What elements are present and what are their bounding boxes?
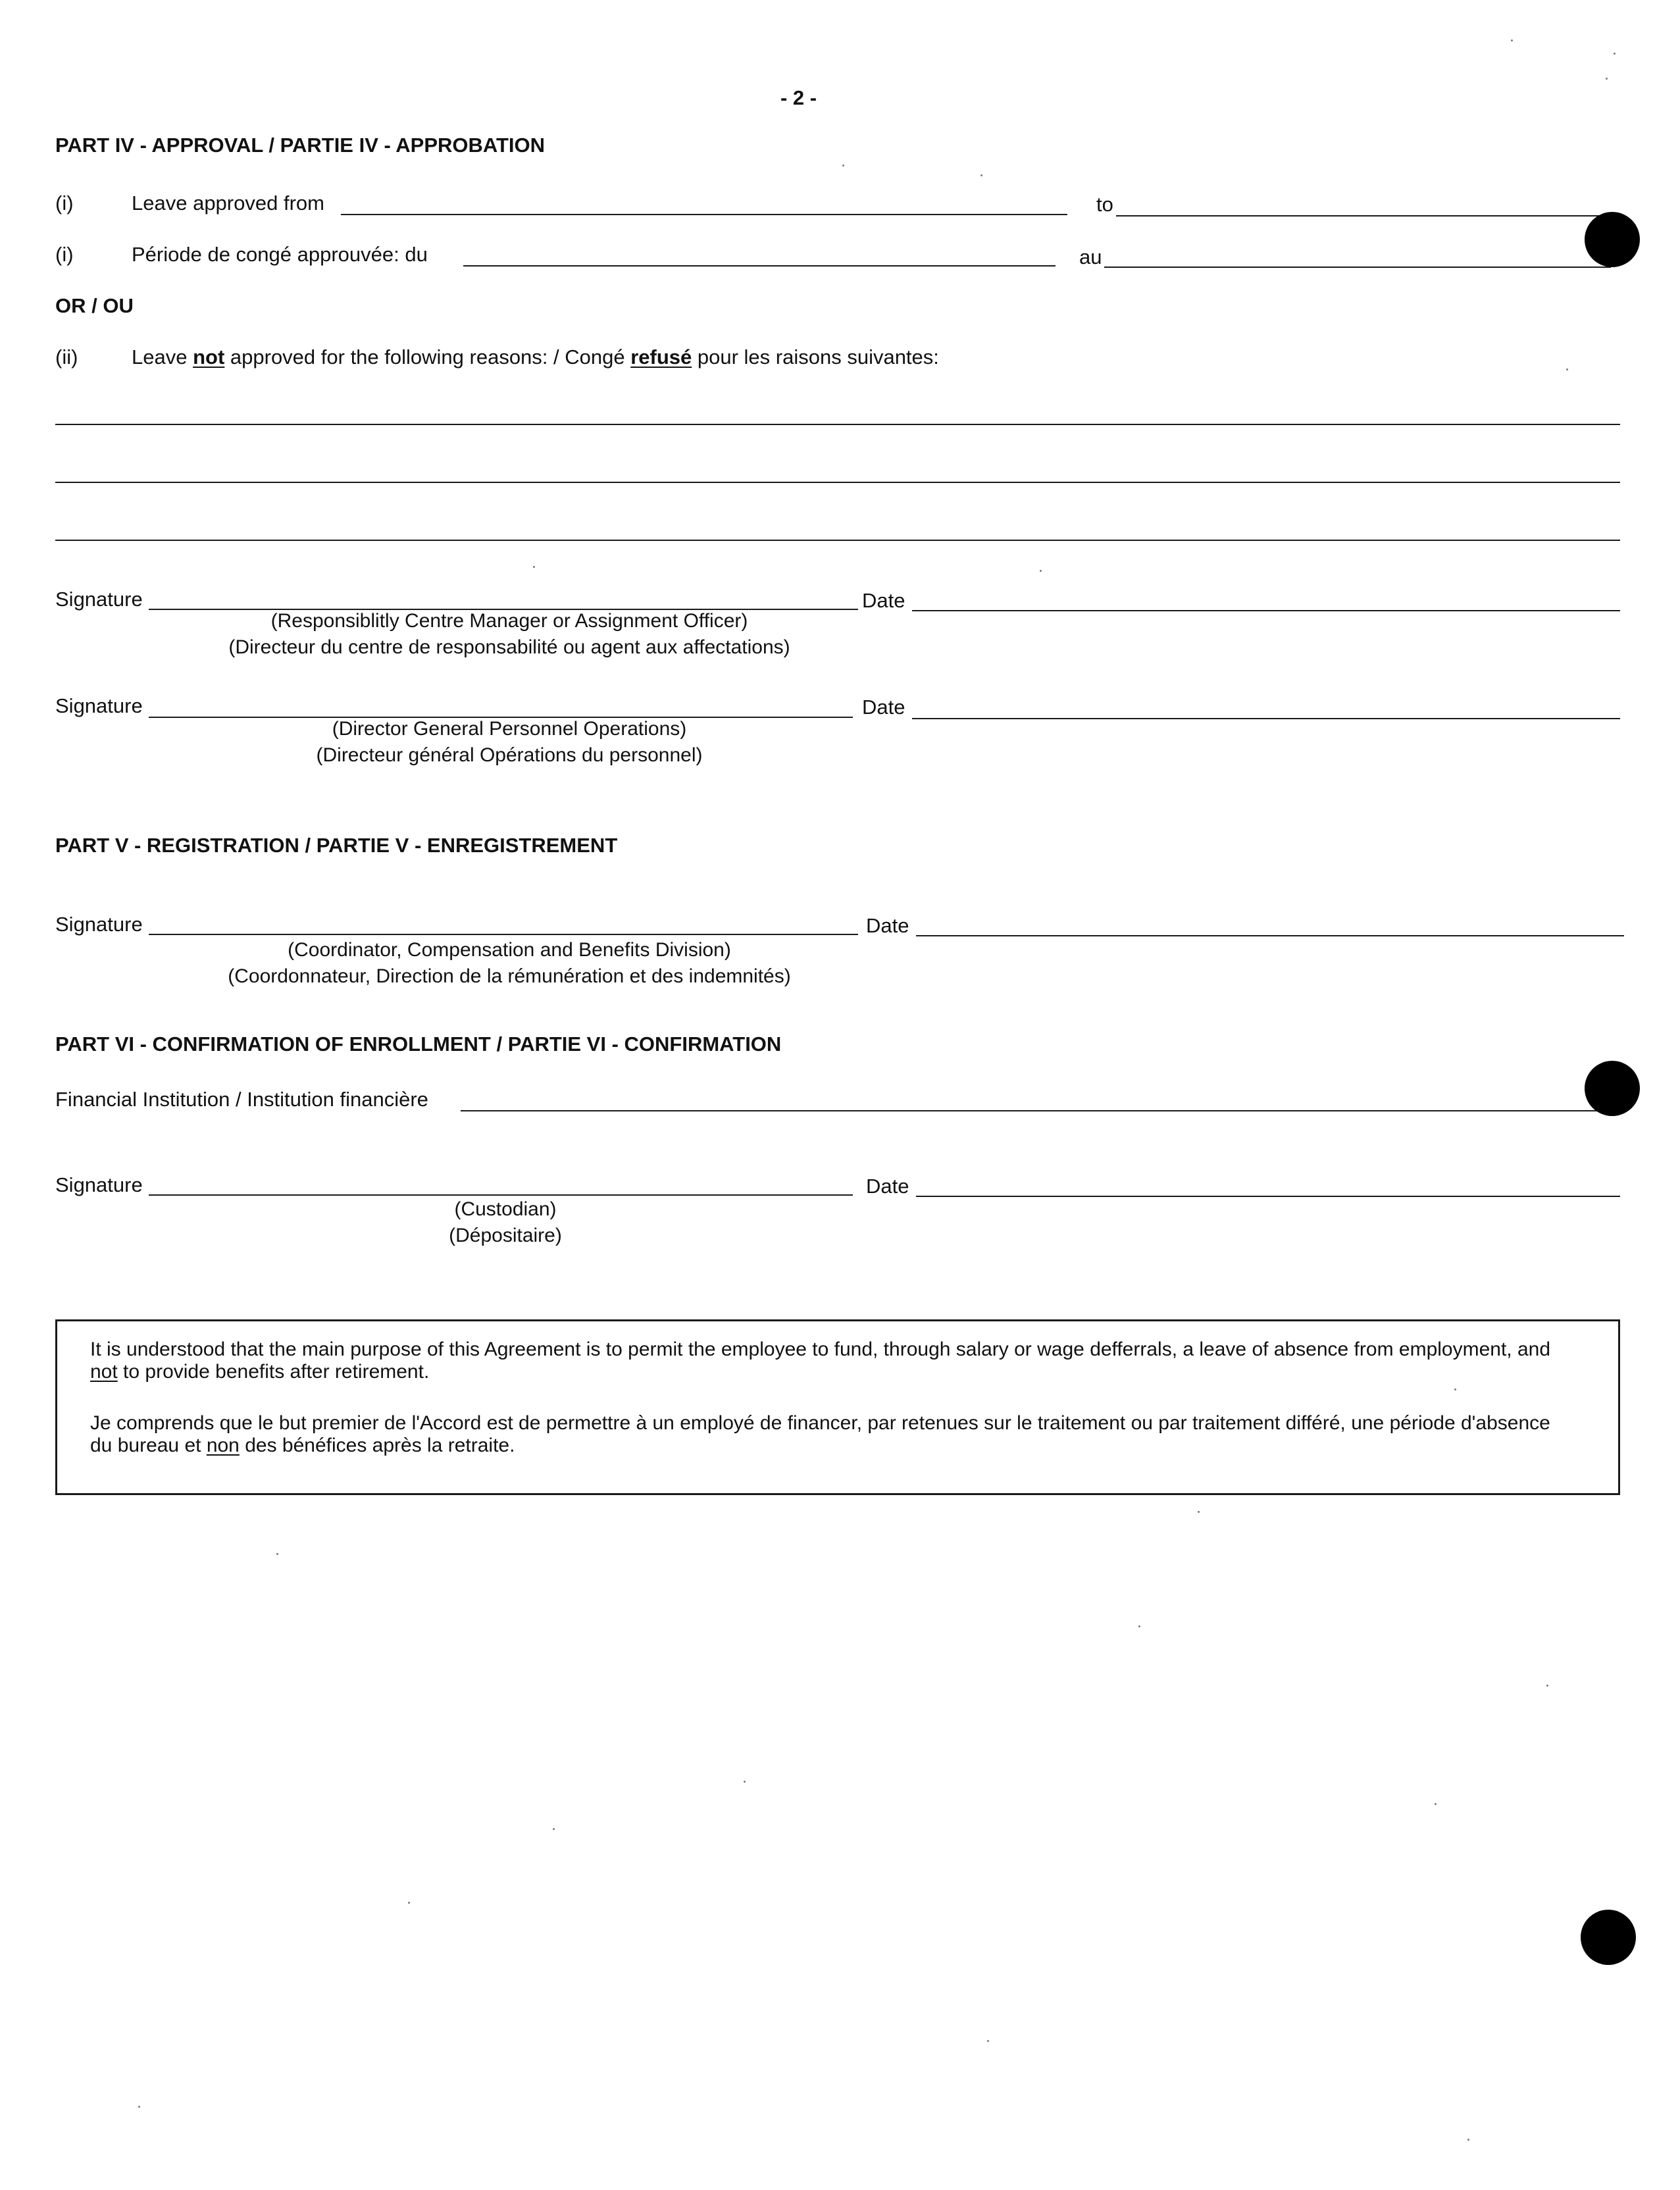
part5-sig-field[interactable] — [149, 934, 858, 935]
punch-hole-middle — [1585, 1061, 1640, 1116]
punch-hole-top — [1585, 212, 1640, 267]
reasons-line-3[interactable] — [55, 540, 1620, 541]
scan-speck — [1435, 1803, 1437, 1805]
part6-sig-label: Signature — [55, 1173, 143, 1196]
scan-speck — [408, 1902, 410, 1904]
sig1-caption-fr: (Directeur du centre de responsabilité ou agent aux affectations) — [228, 636, 790, 658]
part4-row1-to: to — [1096, 193, 1113, 216]
sig2-date-field[interactable] — [912, 718, 1620, 719]
scan-speck — [1138, 1625, 1140, 1627]
part4-row2-label: Période de congé approuvée: du — [132, 243, 428, 266]
scan-speck — [553, 1828, 555, 1830]
refuse-emphasis: refusé — [630, 345, 692, 369]
reasons-line-2[interactable] — [55, 482, 1620, 483]
notice-english — [90, 1338, 1564, 1383]
agreement-notice-box — [55, 1319, 1620, 1495]
part5-heading: PART V - REGISTRATION / PARTIE V - ENREGISTREMENT — [55, 834, 618, 857]
sig2-date-label: Date — [862, 696, 905, 719]
part5-sig-label: Signature — [55, 913, 143, 936]
leave-not-approved-label — [132, 345, 939, 370]
scan-speck — [1546, 1685, 1548, 1687]
notice-en-text-b: to provide benefits after retirement. — [117, 1361, 430, 1383]
part5-caption-fr: (Coordonnateur, Direction de la rémunération et des indemnités) — [228, 965, 791, 987]
part4-row2-au: au — [1079, 245, 1102, 268]
notice-french — [90, 1412, 1564, 1457]
scan-speck — [533, 566, 535, 568]
notice-fr-non: non — [206, 1435, 240, 1456]
leave-approved-from-field[interactable] — [341, 214, 1067, 215]
scan-speck — [1614, 53, 1616, 55]
punch-hole-bottom — [1581, 1910, 1636, 1965]
scan-speck — [1511, 39, 1513, 41]
scan-speck — [842, 165, 844, 166]
part6-caption-en: (Custodian) — [454, 1198, 557, 1220]
scan-speck — [1198, 1511, 1200, 1513]
part6-date-field[interactable] — [916, 1196, 1620, 1197]
scan-speck — [1040, 570, 1042, 572]
financial-institution-field[interactable] — [461, 1110, 1620, 1111]
sig2-caption-fr: (Directeur général Opérations du personnel) — [316, 744, 703, 766]
part4-row3-number: (ii) — [55, 345, 78, 369]
sig2-caption-en: (Director General Personnel Operations) — [332, 718, 687, 740]
part6-caption-fr: (Dépositaire) — [449, 1225, 562, 1246]
reason-text-c: pour les raisons suivantes: — [692, 345, 939, 369]
sig1-caption-en: (Responsiblitly Centre Manager or Assignment Officer) — [270, 610, 748, 632]
part6-heading: PART VI - CONFIRMATION OF ENROLLMENT / PARTIE VI - CONFIRMATION — [55, 1032, 782, 1056]
part4-heading: PART IV - APPROVAL / PARTIE IV - APPROBATION — [55, 134, 546, 157]
scan-speck — [1566, 369, 1568, 370]
part4-row1-label: Leave approved from — [132, 191, 324, 215]
scan-speck — [1606, 78, 1608, 80]
part6-sig-field[interactable] — [149, 1194, 853, 1196]
scan-speck — [1467, 2139, 1469, 2141]
sig2-label: Signature — [55, 694, 143, 717]
part6-date-label: Date — [866, 1175, 909, 1198]
reason-text-a: Leave — [132, 345, 193, 369]
leave-approved-to-field[interactable] — [1116, 215, 1611, 216]
page-number: - 2 - — [780, 86, 817, 109]
financial-institution-label: Financial Institution / Institution financière — [55, 1088, 428, 1111]
part5-date-field[interactable] — [916, 935, 1624, 936]
sig1-label: Signature — [55, 588, 143, 611]
not-emphasis: not — [193, 345, 225, 369]
part5-date-label: Date — [866, 914, 909, 937]
scan-speck — [1454, 1388, 1456, 1390]
reason-text-b: approved for the following reasons: / Congé — [224, 345, 631, 369]
notice-fr-text-b: des bénéfices après la retraite. — [239, 1435, 515, 1456]
reasons-line-1[interactable] — [55, 424, 1620, 425]
scan-speck — [138, 2106, 140, 2108]
notice-fr-text-a: Je comprends que le but premier de l'Accord est de permettre à un employé de financer, par retenues sur le traitement ou par traitement différé, une période d'absence du bureau et — [90, 1412, 1550, 1456]
notice-en-text-a: It is understood that the main purpose of this Agreement is to permit the employee to fund, through salary or wage defferrals, a leave of absence from employment, and — [90, 1338, 1551, 1360]
sig1-date-field[interactable] — [912, 610, 1620, 611]
part5-caption-en: (Coordinator, Compensation and Benefits Division) — [288, 939, 731, 961]
or-ou-label: OR / OU — [55, 294, 134, 317]
part4-row2-number: (i) — [55, 243, 74, 266]
sig1-date-label: Date — [862, 589, 905, 612]
scan-speck — [987, 2040, 989, 2042]
scan-speck — [276, 1553, 278, 1555]
periode-conge-du-field[interactable] — [463, 265, 1056, 267]
periode-conge-au-field[interactable] — [1104, 267, 1611, 268]
scan-speck — [744, 1781, 746, 1783]
scan-speck — [980, 174, 982, 176]
notice-en-not: not — [90, 1361, 118, 1383]
part4-row1-number: (i) — [55, 191, 74, 215]
